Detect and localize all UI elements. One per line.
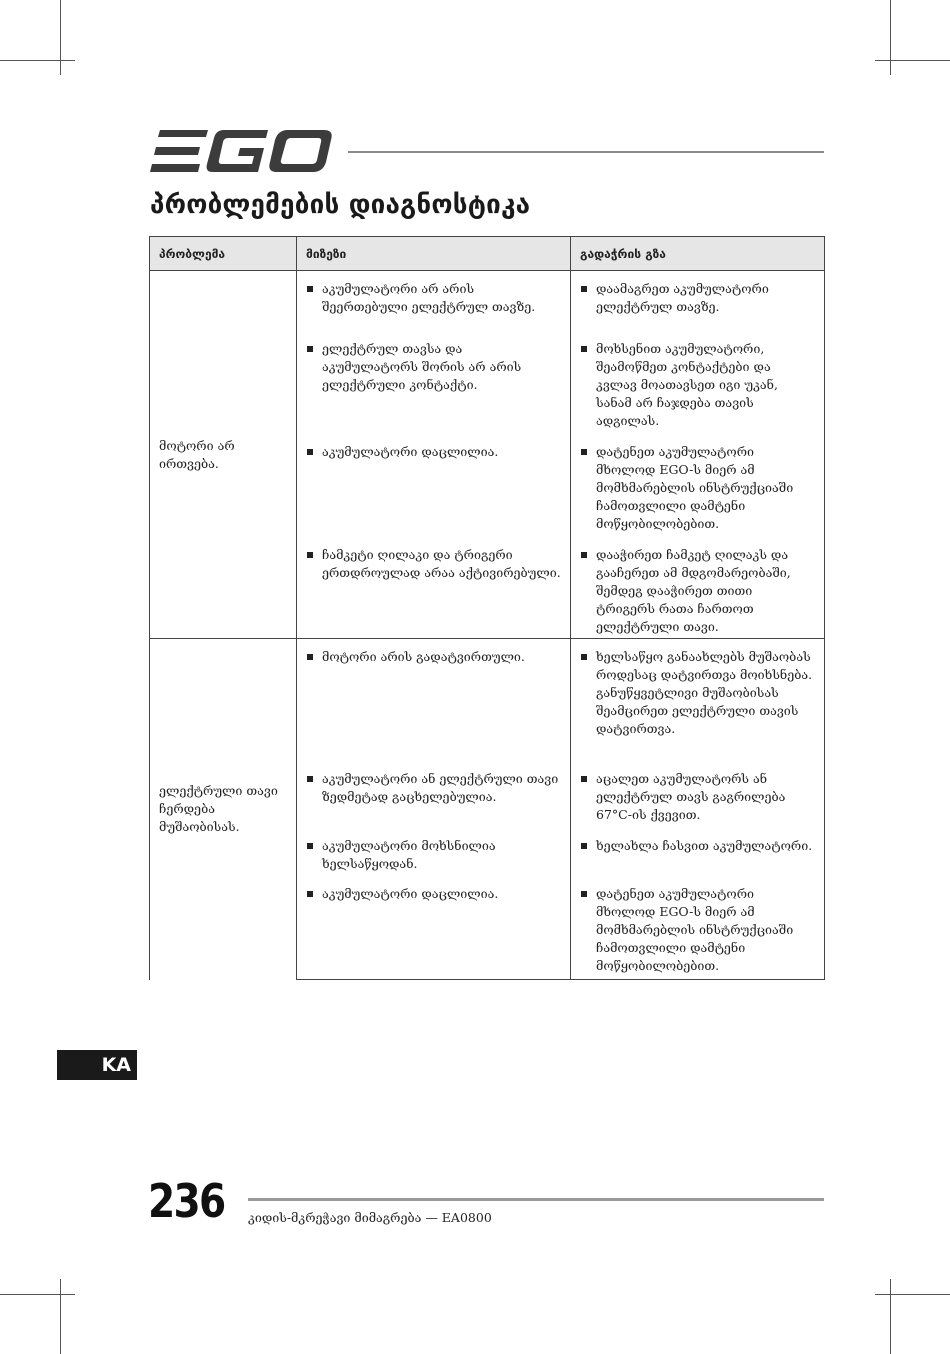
cause-cell <box>297 546 571 639</box>
solution-cell <box>571 271 825 341</box>
page-title: პრობლემების დიაგნოსტიკა <box>150 190 531 220</box>
cause-cell <box>297 770 571 837</box>
crop-mark <box>890 0 891 75</box>
header-cause: მიზეზი <box>297 237 571 271</box>
header-problem: პრობლემა <box>150 237 297 271</box>
table-header-row <box>150 237 825 271</box>
ego-logo <box>150 130 332 172</box>
solution-text: ხელსაწყო განაახლებს მუშაობას როდესაც დატვირთვა მოიხსნება. განუწყვეტლივი მუშაობისას შეამცირეთ ელექტრული თავის დატვირთვა. <box>580 648 815 738</box>
cause-cell <box>297 837 571 885</box>
crop-mark <box>875 60 950 61</box>
cause-cell <box>297 639 571 771</box>
footer-text: კიდის-მკრეჭავი მიმაგრება — EA0800 <box>248 1210 492 1225</box>
solution-text: დააჭირეთ ჩამკეტ ღილაკს და გააჩერეთ ამ მდგომარეობაში, შემდეგ დააჭირეთ თითი ტრიგერს რათა ჩართოთ ელექტრული თავი. <box>580 546 815 636</box>
table-row <box>150 271 825 341</box>
solution-text: დატენეთ აკუმულატორი მხოლოდ EGO-ს მიერ ამ მომხმარებლის ინსტრუქციაში ჩამოთვლილი დამტენი მოწყობილობებით. <box>580 443 815 533</box>
header-rule <box>348 151 824 153</box>
cause-text: აკუმულატორი ან ელექტრული თავი ზედმეტად გაცხელებულია. <box>306 770 561 806</box>
solution-cell <box>571 885 825 980</box>
crop-mark <box>875 1294 950 1295</box>
table-row <box>150 639 825 771</box>
solution-cell <box>571 770 825 837</box>
cause-cell <box>297 443 571 546</box>
problem-cell <box>150 271 297 639</box>
crop-mark <box>60 1279 61 1354</box>
cause-text: ელექტრულ თავსა და აკუმულატორს შორის არ არის ელექტრული კონტაქტი. <box>306 340 561 394</box>
cause-text: აკუმულატორი მოხსნილია ხელსაწყოდან. <box>306 837 561 873</box>
cause-text: აკუმულატორი არ არის შეერთებული ელექტრულ თავზე. <box>306 280 561 316</box>
solution-cell <box>571 546 825 639</box>
solution-cell <box>571 443 825 546</box>
page-number: 236 <box>148 1174 225 1228</box>
footer-rule <box>248 1198 824 1201</box>
solution-cell <box>571 639 825 771</box>
cause-text: ჩამკეტი ღილაკი და ტრიგერი ერთდროულად არაა აქტივირებული. <box>306 546 561 582</box>
header-solution: გადაჭრის გზა <box>571 237 825 271</box>
problem-text: ელექტრული თავი ჩერდება მუშაობისას. <box>159 783 278 835</box>
crop-mark <box>0 60 75 61</box>
solution-text: დაამაგრეთ აკუმულატორი ელექტრულ თავზე. <box>580 280 815 316</box>
solution-text: დატენეთ აკუმულატორი მხოლოდ EGO-ს მიერ ამ მომხმარებლის ინსტრუქციაში ჩამოთვლილი დამტენი მოწყობილობებით. <box>580 885 815 975</box>
language-tab: KA <box>57 1050 137 1080</box>
crop-mark <box>0 1294 75 1295</box>
cause-text: აკუმულატორი დაცლილია. <box>306 885 561 903</box>
solution-cell <box>571 340 825 443</box>
cause-cell <box>297 271 571 341</box>
solution-cell <box>571 837 825 885</box>
crop-mark <box>60 0 61 75</box>
cause-cell <box>297 340 571 443</box>
cause-cell <box>297 885 571 980</box>
troubleshooting-table <box>149 236 825 980</box>
solution-text: აცალეთ აკუმულატორს ან ელექტრულ თავს გაგრილება 67°C-ის ქვევით. <box>580 770 815 824</box>
solution-text: ხელახლა ჩასვით აკუმულატორი. <box>580 837 815 855</box>
cause-text: აკუმულატორი დაცლილია. <box>306 443 561 461</box>
crop-mark <box>890 1279 891 1354</box>
cause-text: მოტორი არის გადატვირთული. <box>306 648 561 666</box>
problem-text: მოტორი არ ირთვება. <box>159 437 235 471</box>
solution-text: მოხსენით აკუმულატორი, შეამოწმეთ კონტაქტები და კვლავ მოათავსეთ იგი უკან, სანამ არ ჩაჯდება თავის ადგილას. <box>580 340 815 430</box>
problem-cell <box>150 639 297 980</box>
